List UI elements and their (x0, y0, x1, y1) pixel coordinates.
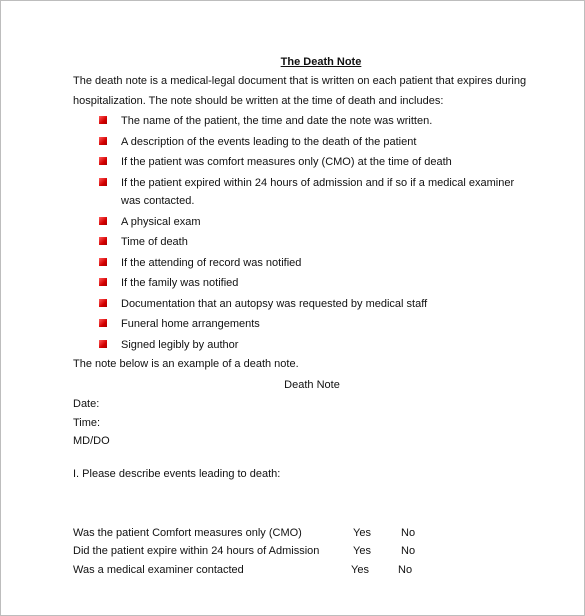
list-item (99, 314, 533, 335)
yes-no-question: Was the patient Comfort measures only (CMO) (73, 526, 302, 539)
md-do-field-label: MD/DO (73, 435, 110, 447)
list-item (99, 294, 533, 315)
red-square-bullet-icon (99, 137, 107, 145)
yes-no-row (73, 542, 533, 561)
list-item-text: If the attending of record was notified (121, 256, 302, 269)
list-item-text: Funeral home arrangements (121, 318, 260, 330)
document-title: The Death Note (280, 56, 362, 68)
time-field-label: Time: (73, 416, 101, 429)
form-title: Death Note (284, 379, 340, 391)
list-item-text: Signed legibly by author (121, 338, 239, 351)
list-item (99, 232, 533, 253)
list-item-text: A physical exam (121, 215, 201, 228)
red-square-bullet-icon (99, 237, 107, 245)
red-square-bullet-icon (99, 217, 107, 225)
list-item (99, 212, 533, 233)
answer-space (73, 484, 533, 524)
list-item (99, 335, 533, 356)
red-square-bullet-icon (99, 278, 107, 286)
no-option: No (401, 545, 416, 557)
no-option: No (398, 563, 413, 576)
document-content (73, 53, 533, 579)
list-item-text: The name of the patient, the time and date the note was written. (121, 115, 433, 127)
intro-paragraph: The death note is a medical-legal document that is written on each patient that expires during hospitalization. The note should be written at the time of death and includes: (73, 75, 527, 107)
yes-option: Yes (353, 526, 371, 539)
red-square-bullet-icon (99, 340, 107, 348)
list-item (99, 111, 533, 132)
red-square-bullet-icon (99, 157, 107, 165)
no-option: No (401, 526, 416, 539)
list-item-text: A description of the events leading to the death of the patient (121, 135, 417, 148)
red-square-bullet-icon (99, 319, 107, 327)
yes-no-question: Did the patient expire within 24 hours of Admission (73, 545, 320, 557)
yes-no-row (73, 524, 533, 543)
list-item (99, 132, 533, 153)
red-square-bullet-icon (99, 299, 107, 307)
list-item (99, 253, 533, 274)
red-square-bullet-icon (99, 116, 107, 124)
list-item-text: If the family was notified (121, 277, 239, 289)
example-intro: The note below is an example of a death note. (73, 358, 299, 370)
list-item-text: Time of death (121, 236, 188, 248)
list-item (99, 273, 533, 294)
list-item-text: If the patient expired within 24 hours of admission and if so if a medical examiner was contacted. (121, 176, 515, 207)
events-question: I. Please describe events leading to death: (73, 467, 281, 480)
yes-option: Yes (353, 545, 371, 557)
list-item (99, 173, 533, 212)
list-item (99, 152, 533, 173)
yes-option: Yes (351, 563, 369, 576)
date-field-label: Date: (73, 398, 100, 410)
yes-no-row (73, 561, 533, 580)
list-item-text: Documentation that an autopsy was requested by medical staff (121, 297, 428, 310)
yes-no-question: Was a medical examiner contacted (73, 563, 244, 576)
red-square-bullet-icon (99, 258, 107, 266)
includes-list (73, 111, 533, 355)
red-square-bullet-icon (99, 178, 107, 186)
list-item-text: If the patient was comfort measures only (CMO) at the time of death (121, 156, 452, 168)
